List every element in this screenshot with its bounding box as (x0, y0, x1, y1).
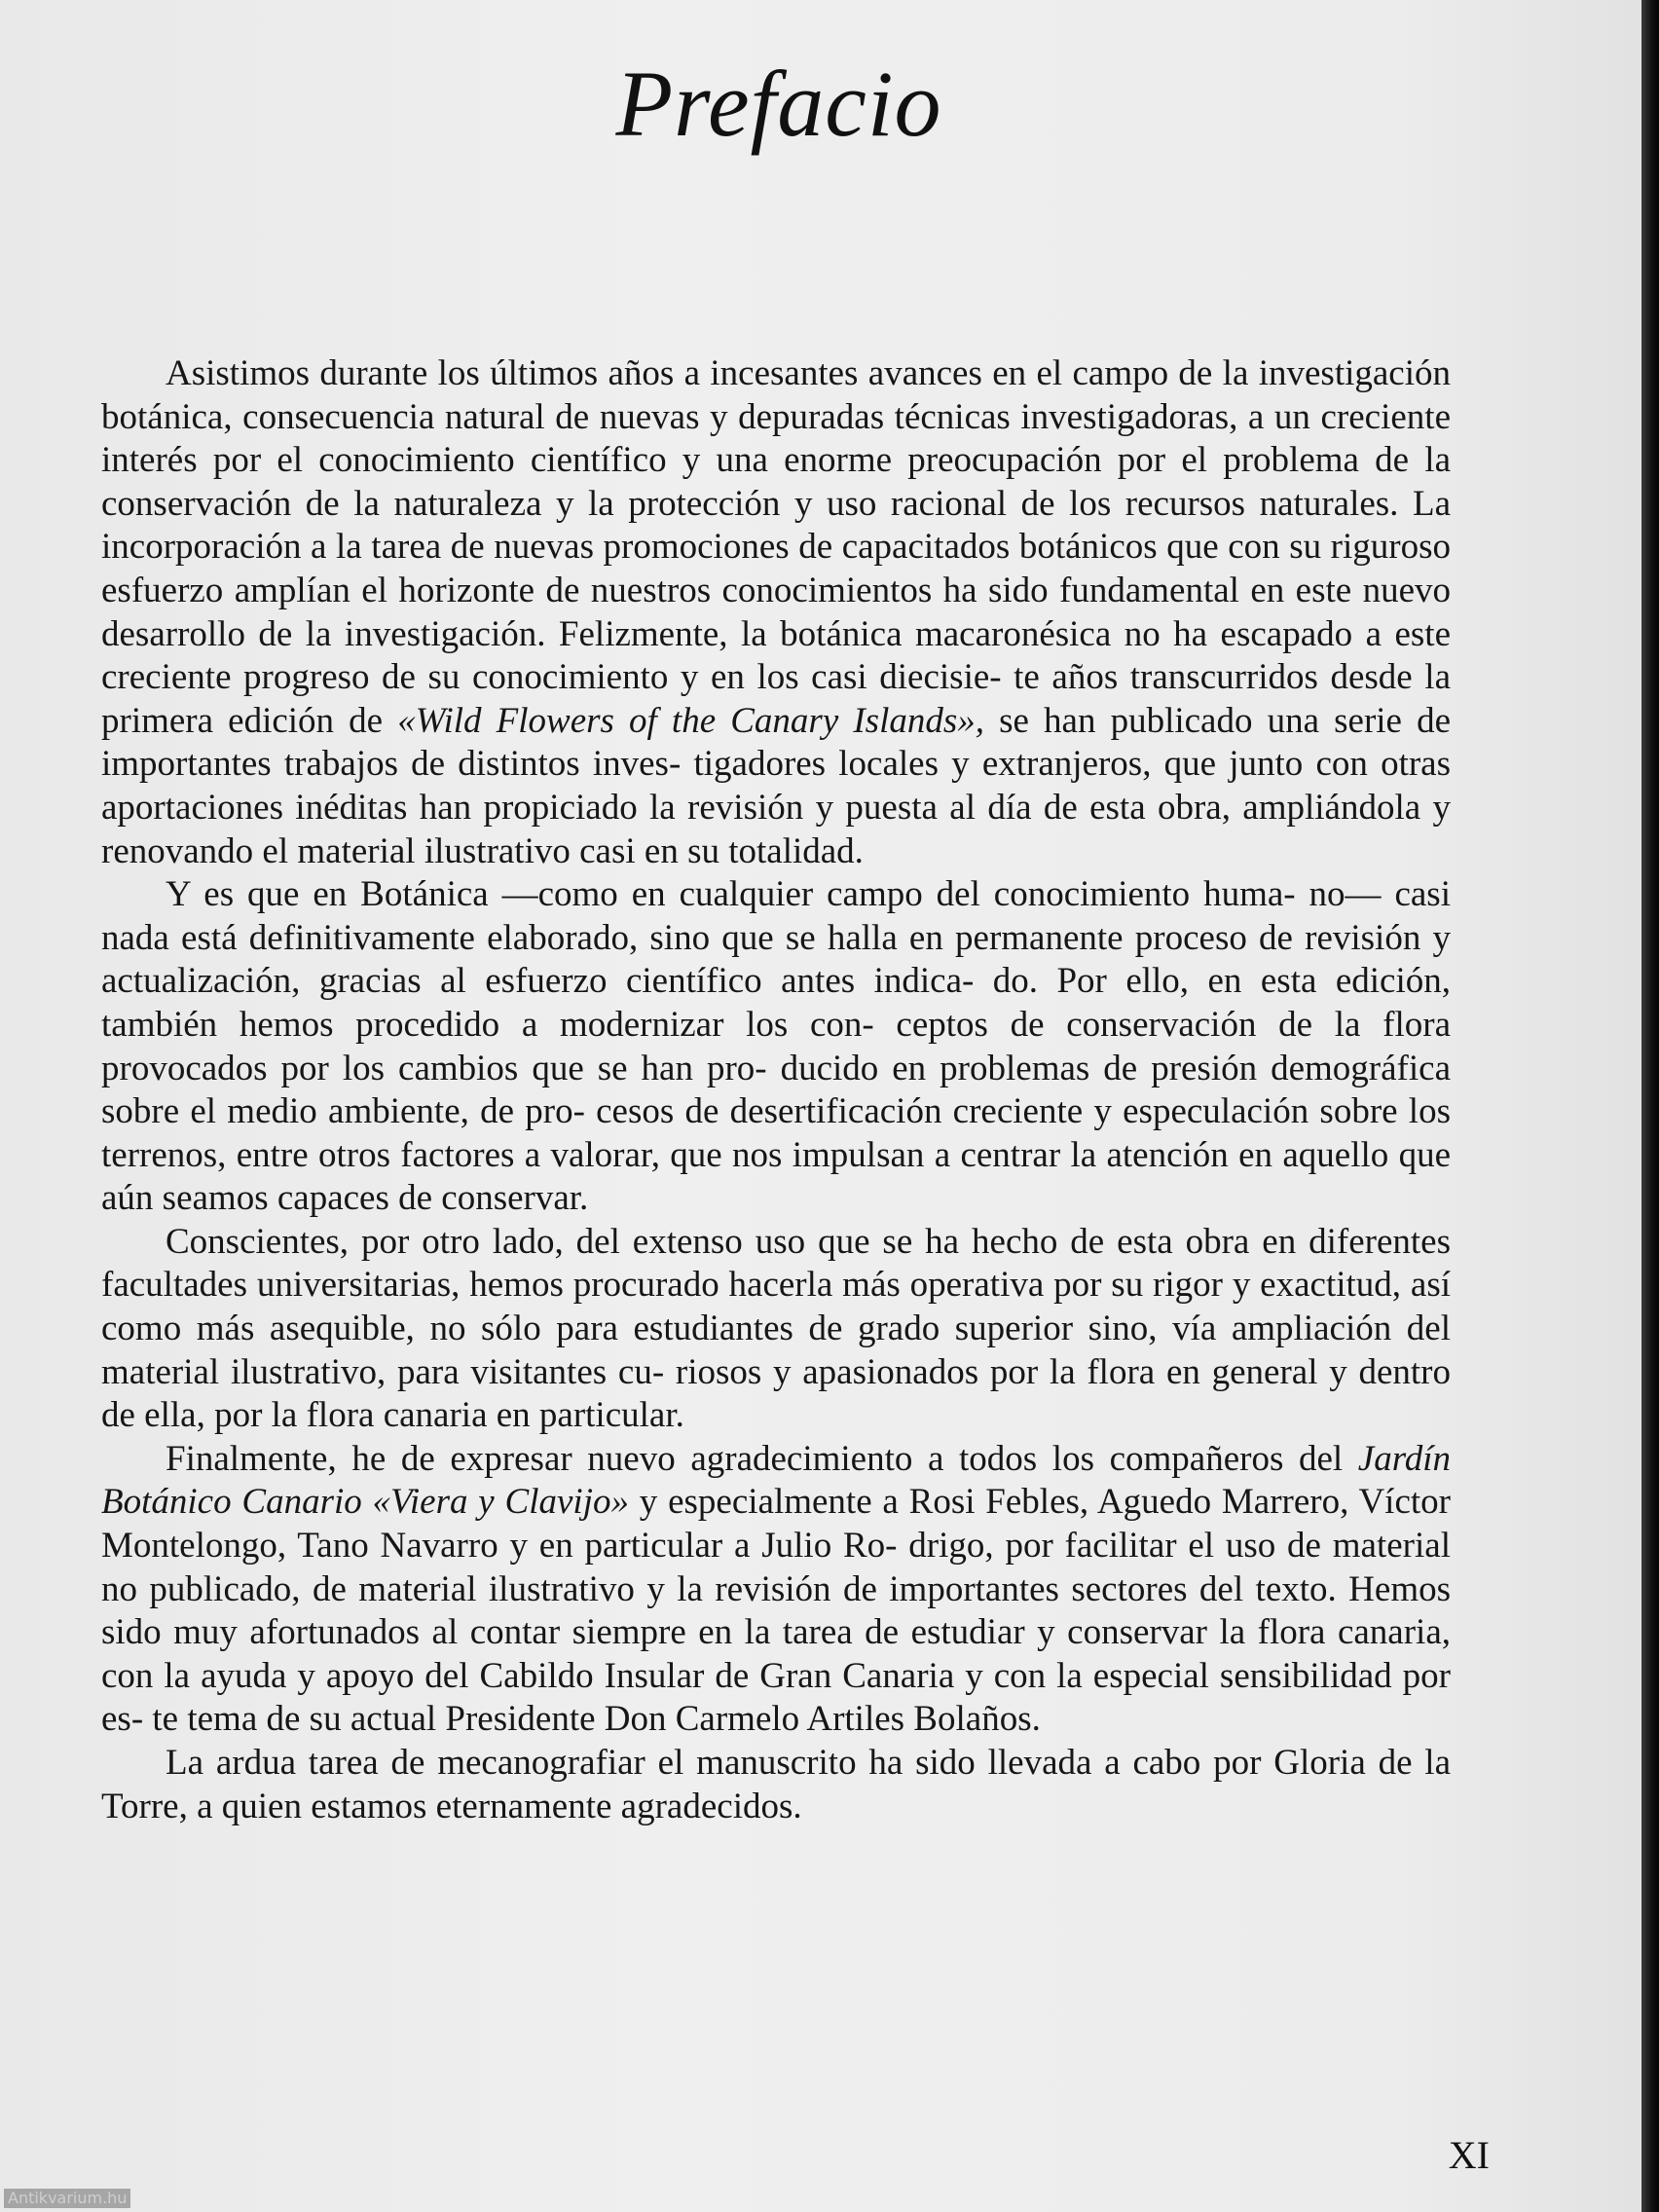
paragraph-text: Finalmente, he de expresar nuevo agradecimiento a todos los compañeros del (166, 1438, 1358, 1479)
paragraph (101, 1438, 1451, 1742)
paragraph-text: Asistimos durante los últimos años a incesantes avances en el campo de la investigación botánica, consecuencia natural de nuevas y depuradas técnicas investigadoras, a un creciente interés por el conocimiento científico y una enorme preocupación por el problema de la conservación de la naturaleza y la protección y uso racional de los recursos naturales. La incorporación a la tarea de nuevas promociones de capacitados botánicos que con su riguroso esfuerzo amplían el horizonte de nuestros conocimientos ha sido fundamental en este nuevo desarrollo de la investigación. Felizmente, la botánica macaronésica no ha escapado a este creciente progreso de su conocimiento y en los casi diecisie- te años transcurridos desde la primera edición de (101, 353, 1451, 741)
paragraph (101, 1742, 1451, 1828)
paragraph-text: Y es que en Botánica —como en cualquier campo del conocimiento huma- no— casi nada está definitivamente elaborado, sino que se halla en permanente proceso de revisión y actualización, gracias al esfuerzo científico antes indica- do. Por ello, en esta edición, también hemos procedido a modernizar los con- ceptos de conservación de la flora provocados por los cambios que se han pro- ducido en problemas de presión demográfica sobre el medio ambiente, de pro- cesos de desertificación creciente y especulación sobre los terrenos, entre otros factores a valorar, que nos impulsan a centrar la atención en aquello que aún seamos capaces de conservar. (101, 874, 1451, 1219)
paragraph-text: La ardua tarea de mecanografiar el manuscrito ha sido llevada a cabo por Gloria de la Torre, a quien estamos eternamente agradecidos. (101, 1743, 1451, 1826)
page-title: Prefacio (615, 52, 942, 156)
paragraph (101, 352, 1451, 873)
page-edge-shadow (1641, 0, 1659, 2212)
paragraph (101, 873, 1451, 1221)
paragraph-text: Conscientes, por otro lado, del extenso uso que se ha hecho de esta obra en diferentes facultades universitarias, hemos procurado hacerla más operativa por su rigor y exactitud, así como más asequible, no sólo para estudiantes de grado superior sino, vía ampliación del material ilustrativo, para visitantes cu- riosos y apasionados por la flora en general y dentro de ella, por la flora canaria en particular. (101, 1221, 1451, 1436)
preface-body (101, 352, 1451, 1828)
italic-title-reference: Jardín Botánico Canario «Viera y Clavijo» (101, 1438, 1451, 1523)
paragraph-text: y especialmente a Rosi Febles, Aguedo Marrero, Víctor Montelongo, Tano Navarro y en particular a Julio Ro- drigo, por facilitar el uso de material no publicado, de material ilustrativo y la revisión de importantes sectores del texto. Hemos sido muy afortunados al contar siempre en la tarea de estudiar y conservar la flora canaria, con la ayuda y apoyo del Cabildo Insular de Gran Canaria y con la especial sensibilidad por es- te tema de su actual Presidente Don Carmelo Artiles Bolaños. (101, 1482, 1451, 1740)
watermark: Antikvarium.hu (4, 2189, 130, 2208)
paragraph-text: se han publicado una serie de importantes trabajos de distintos inves- tigadores locales y extranjeros, que junto con otras aportaciones inéditas han propiciado la revisión y puesta al día de esta obra, ampliándola y renovando el material ilustrativo casi en su totalidad. (101, 700, 1451, 871)
italic-title-reference: «Wild Flowers of the Canary Islands», (397, 700, 984, 741)
paragraph (101, 1221, 1451, 1438)
page-number: XI (1448, 2133, 1490, 2177)
